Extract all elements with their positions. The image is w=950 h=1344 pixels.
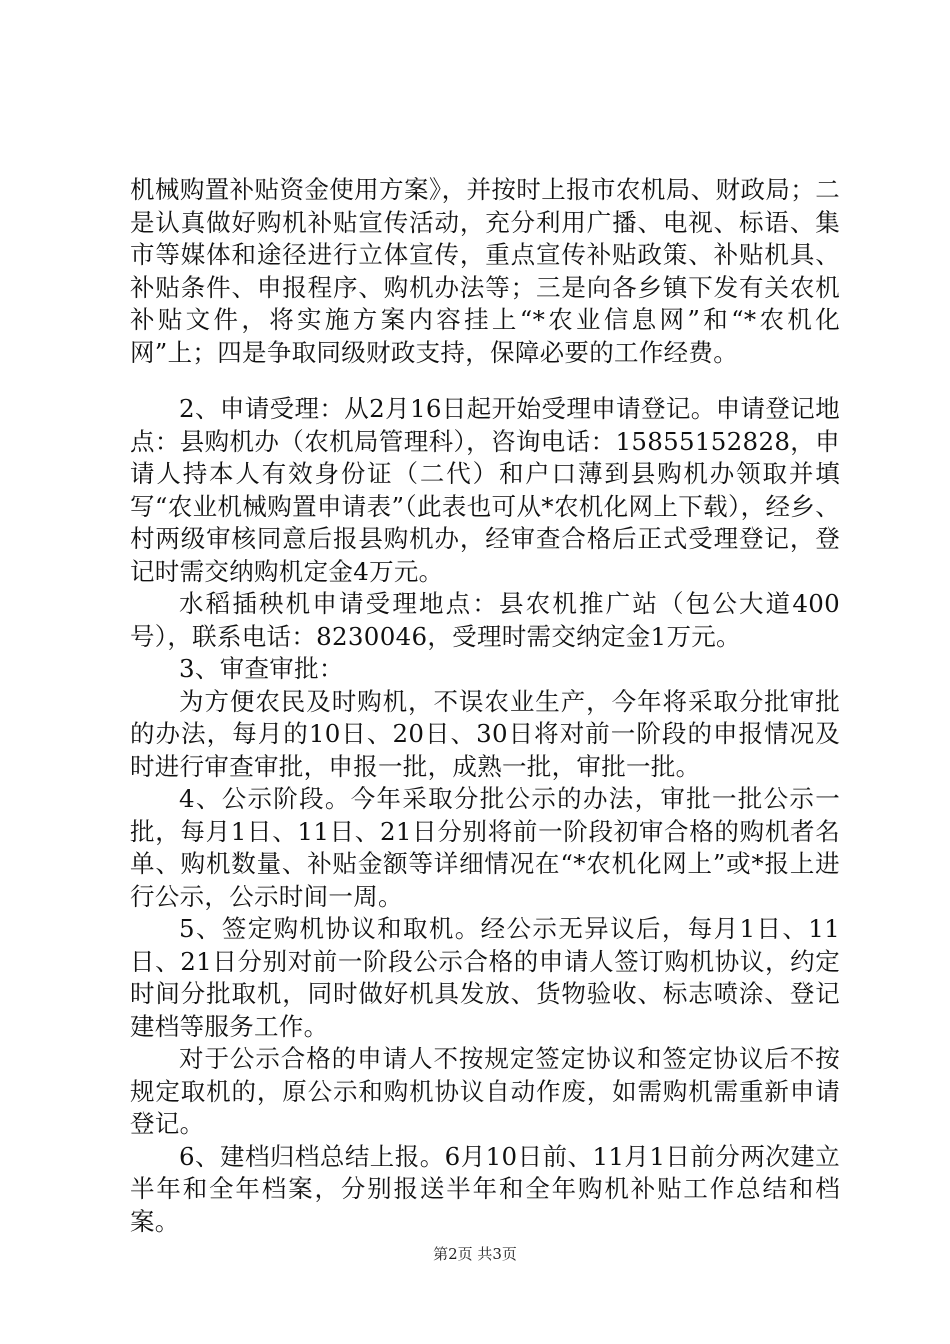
paragraph-purchase-agreement: 5、签定购机协议和取机。经公示无异议后，每月1日、11日、21日分别对前一阶段公示合格的申请人签订购机协议，约定时间分批取机，同时做好机具发放、货物验收、标志喷涂、登记建档等服务工作。 bbox=[130, 914, 840, 1041]
paragraph-agreement-void: 对于公示合格的申请人不按规定签定协议和签定协议后不按规定取机的，原公示和购机协议自动作废，如需购机需重新申请登记。 bbox=[130, 1044, 840, 1138]
paragraph-public-notice: 4、公示阶段。今年采取分批公示的办法，审批一批公示一批，每月1日、11日、21日分别将前一阶段初审合格的购机者名单、购机数量、补贴金额等详细情况在“*农机化网上”或*报上进行公示，公示时间一周。 bbox=[130, 784, 840, 911]
paragraph-application-acceptance: 2、申请受理：从2月16日起开始受理申请登记。申请登记地点：县购机办（农机局管理科），咨询电话：15855152828，申请人持本人有效身份证（二代）和户口薄到县购机办领取并填写“农业机械购置申请表”（此表也可从*农机化网上下载），经乡、村两级审核同意后报县购机办，经审查合格后正式受理登记，登记时需交纳购机定金4万元。 bbox=[130, 394, 840, 586]
paragraph-rice-transplanter: 水稻插秧机申请受理地点：县农机推广站（包公大道400号），联系电话：8230046，受理时需交纳定金1万元。 bbox=[130, 589, 840, 651]
paragraph-archiving: 6、建档归档总结上报。6月10日前、11月1日前分两次建立半年和全年档案，分别报送半年和全年购机补贴工作总结和档案。 bbox=[130, 1141, 840, 1236]
paragraph-publicity-tasks: 机械购置补贴资金使用方案》，并按时上报市农机局、财政局；二是认真做好购机补贴宣传活动，充分利用广播、电视、标语、集市等媒体和途径进行立体宣传，重点宣传补贴政策、补贴机具、补贴条件、申报程序、购机办法等；三是向各乡镇下发有关农机补贴文件，将实施方案内容挂上“*农业信息网”和“*农机化网”上；四是争取同级财政支持，保障必要的工作经费。 bbox=[130, 175, 840, 367]
paragraph-review-approval: 为方便农民及时购机，不误农业生产，今年将采取分批审批的办法，每月的10日、20日、30日将对前一阶段的申报情况及时进行审查审批，申报一批，成熟一批，审批一批。 bbox=[130, 686, 840, 781]
paragraph-review-heading: 3、审查审批： bbox=[179, 654, 344, 683]
document-body bbox=[130, 174, 840, 1238]
page-number-footer: 第2页 共3页 bbox=[433, 1245, 517, 1263]
